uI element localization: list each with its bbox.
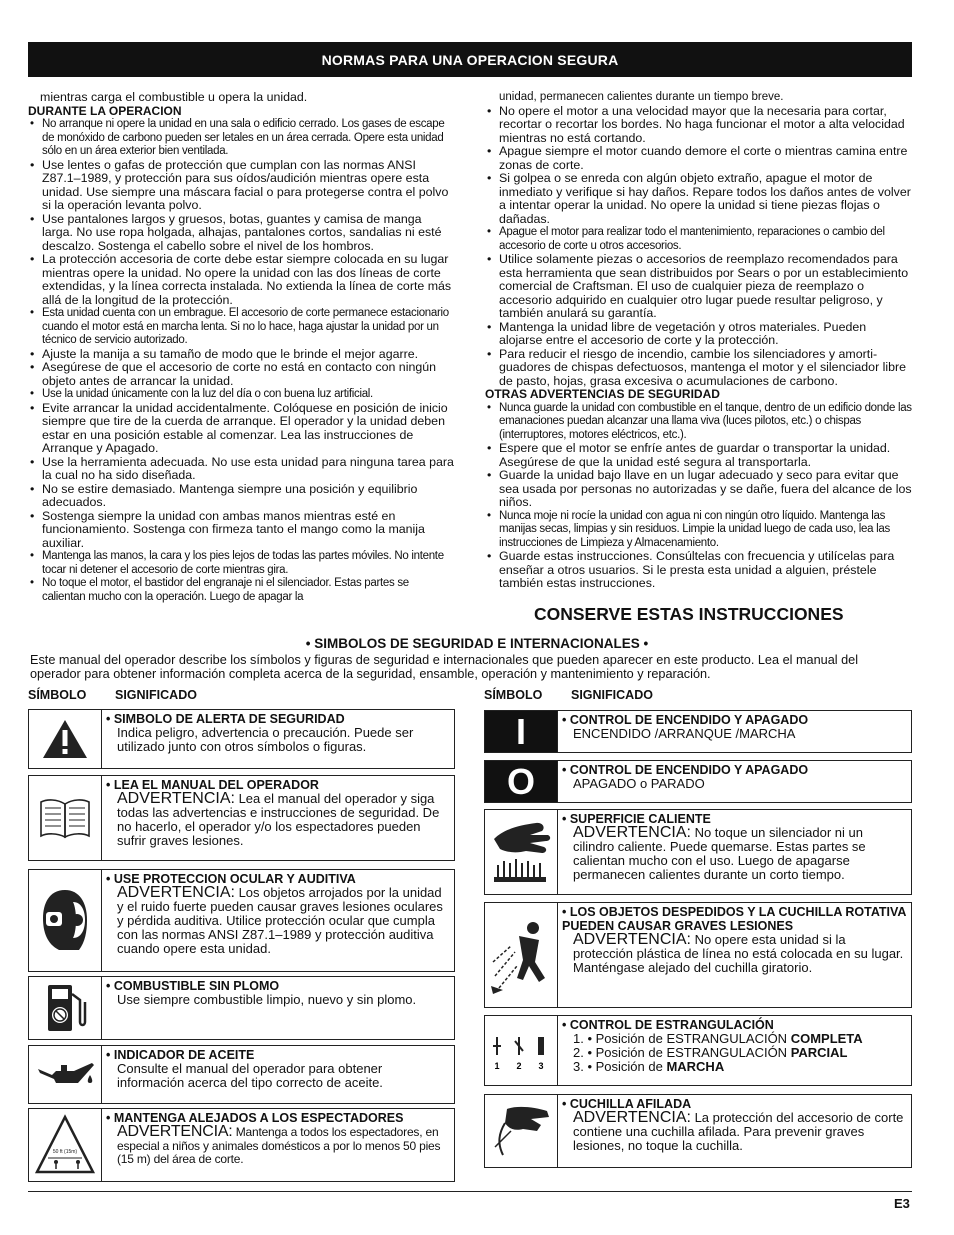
symbol-row	[484, 1094, 912, 1168]
symbol-text: Indica peligro, advertencia o precaución. Puede ser utilizado junto con otros símbolos o figuras.	[117, 725, 414, 754]
symbol-title: • MANTENGA ALEJADOS A LOS ESPECTADORES	[106, 1111, 404, 1125]
page-number: E3	[894, 1196, 910, 1211]
bullet-item: • No opere el motor a una velocidad mayor que la necesaria para cortar, recortar o recortar los bordes. No haga funcionar el motor a alta velocidad mientras no está cortando.	[485, 105, 912, 146]
symbol-row	[28, 869, 455, 972]
eye-ear-protection-icon	[29, 870, 102, 971]
bullet-item: • Guarde la unidad bajo llave en un lugar adecuado y seco para evitar que sea usada por personas no autorizadas y se dañe, fuera del alcance de los niños.	[485, 469, 912, 510]
symbol-text: Mantenga a todos los espectadores, en especial a niños y animales domésticos a por lo menos 50 pies (15 m) del área de corte.	[117, 1125, 441, 1166]
sharp-blade-icon	[485, 1095, 558, 1167]
choke-line: 3. • Posición de	[573, 1059, 667, 1074]
bullet-item: • Si golpea o se enreda con algún objeto extraño, apague el motor de inmediato y verifique si hay daños. Repare todos los daños antes de volver a intentar operar la unidad. No opere la unidad si tiene piezas flojas o dañadas.	[485, 172, 912, 226]
bullet-item: • No se estire demasiado. Mantenga siempre una posición y equilibrio adecuados.	[28, 483, 454, 510]
bullet-item: • La protección accesoria de corte debe estar siempre colocada en su lugar mientras opere la unidad. No opere la unidad con las dos líneas de corte extendidas, y la línea correcta instalada. No extienda la línea de corte más allá de la longitud de la protección.	[28, 253, 454, 307]
warning-label: ADVERTENCIA:	[117, 884, 235, 901]
right-column	[485, 91, 912, 591]
symbol-text: No toque un silenciador ni un cilindro caliente. Puede quemarse. Estas partes se calientan mucho con el uso. Luego de apagarse permanecen calientes durante un corto tiempo.	[573, 825, 866, 882]
warning-label: ADVERTENCIA:	[573, 824, 691, 841]
col-meaning-label: SIGNIFICADO	[571, 688, 653, 702]
bullet-item: • Ajuste la manija a su tamaño de modo que le brinde el mejor agarre.	[28, 348, 454, 362]
symbol-title: • LEA EL MANUAL DEL OPERADOR	[106, 778, 319, 792]
symbol-title: • CONTROL DE ENCENDIDO Y APAGADO	[562, 763, 809, 777]
col-meaning-label: SIGNIFICADO	[115, 688, 197, 702]
bullet-item: • Sostenga siempre la unidad con ambas manos mientras esté en funcionamiento. Sostenga con firmeza tanto el mango como la manija auxiliar.	[28, 510, 454, 551]
footer-rule	[28, 1191, 912, 1192]
power-on-glyph: I	[515, 710, 526, 752]
symbol-title: • CONTROL DE ENCENDIDO Y APAGADO	[562, 713, 809, 727]
bullet-item: • Evite arrancar la unidad accidentalmente. Colóquese en posición de inicio siempre que tire de la cuerda de arranque. El operador y la unidad deben estar en una posición estable al comenzar. Lea las instrucciones de Arranque y Apagado.	[28, 402, 454, 456]
bullet-item: • Para reducir el riesgo de incendio, cambie los silenciadores y amorti-guadores de chispas defectuosos, mantenga el motor y el silenciador libre de pasto, hojas, grasa excesiva o acumulaciones de carbono.	[485, 348, 912, 389]
symbol-text: Lea el manual del operador y siga todas las advertencias e instrucciones de seguridad. De no hacerlo, el operador y/o los espectadores pueden sufrir graves lesiones.	[117, 791, 440, 848]
warning-label: ADVERTENCIA:	[573, 931, 691, 948]
section-header: NORMAS PARA UNA OPERACION SEGURA	[28, 42, 912, 77]
left-column	[28, 91, 454, 604]
bullet-item: • Apague siempre el motor cuando demore el corte o mientras camina entre zonas de corte.	[485, 145, 912, 172]
choke-position: MARCHA	[666, 1059, 725, 1074]
left-list	[28, 118, 454, 604]
choke-label-1: 1	[494, 1060, 500, 1071]
symbol-text: Consulte el manual del operador para obtener información acerca del tipo correcto de aceite.	[117, 1061, 383, 1090]
right-column-header	[484, 688, 653, 702]
right-lead: unidad, permanecen calientes durante un tiempo breve.	[499, 91, 784, 103]
symbol-row	[484, 760, 912, 803]
bullet-item: • Mantenga la unidad libre de vegetación y otros materiales. Pueden alojarse entre el accesorio de corte y la protección.	[485, 321, 912, 348]
symbol-text: ENCENDIDO /ARRANQUE /MARCHA	[573, 726, 796, 741]
bullet-item: • Use pantalones largos y gruesos, botas, guantes y camisa de manga larga. No use ropa holgada, alhajas, pantalones cortos, sandalias ni esté descalzo. Sostenga el cabello sobre el nivel de los hombros.	[28, 213, 454, 254]
bullet-item: • Nunca guarde la unidad con combustible en el tanque, dentro de un edificio donde las emanaciones puedan alcanzar una llama viva (luces pilotos, etc.) o chispas (interruptores, motores eléctricos, etc.).	[485, 402, 912, 443]
bullet-item: • Guarde estas instrucciones. Consúltelas con frecuencia y utilícelas para enseñar a otros usuarios. Si le presta esta unidad a alguien, préstele también estas instrucciones.	[485, 550, 912, 591]
bystanders-icon	[29, 1109, 102, 1181]
symbol-text: Los objetos arrojados por la unidad y el ruido fuerte pueden causar graves lesiones oculares y pérdida auditiva. Utilice protección ocular que cumpla con las normas ANSI Z87.1–1989 y protección auditiva cuando opere esta unidad.	[117, 885, 443, 956]
bullet-item: • Use lentes o gafas de protección que cumplan con las normas ANSI Z87.1–1989, y protección para sus oídos/audición mientras opere esta unidad. Use siempre una máscara facial o para protegerse contra el polvo si la operación levanta polvo.	[28, 159, 454, 213]
bullet-item: • No toque el motor, el bastidor del engranaje ni el silenciador. Estas partes se calientan mucho con la operación. Luego de apagar la	[28, 577, 454, 604]
choke-line: 1. • Posición de ESTRANGULACIÓN	[573, 1031, 791, 1046]
symbol-text: No opere esta unidad si la protección plástica de línea no está colocada en su lugar. Manténgase alejado del cuchilla giratorio.	[573, 932, 904, 975]
bullet-item: • Nunca moje ni rocíe la unidad con agua ni con ningún otro líquido. Mantenga las manijas secas, limpias y sin residuos. Limpie la unidad luego de cada uso, lea las instrucciones de Limpieza y Almacenamiento.	[485, 510, 912, 551]
symbol-row	[484, 809, 912, 895]
bullet-item: • Use la herramienta adecuada. No use esta unidad para ninguna tarea para la cual no ha sido diseñada.	[28, 456, 454, 483]
left-column-header	[28, 688, 197, 702]
bullet-item: • Use la unidad únicamente con la luz del día o con buena luz artificial.	[28, 388, 454, 402]
symbol-row	[28, 775, 455, 861]
manual-book-icon	[29, 776, 102, 860]
bullet-item: • No arranque ni opere la unidad en una sala o edificio cerrado. Los gases de escape de monóxido de carbono pueden ser letales en un área cerrada. Opere esta unidad sólo en un área exterior bien ventilada.	[28, 118, 454, 159]
col-symbol-label: SÍMBOLO	[484, 688, 543, 702]
symbol-text: La protección del accesorio de corte contiene una cuchilla afilada. Para prevenir graves lesiones, no toque la cuchilla.	[573, 1110, 904, 1153]
bullet-item: • Espere que el motor se enfríe antes de guardar o transportar la unidad. Asegúrese de que la unidad esté segura al transportarla.	[485, 442, 912, 469]
choke-position: PARCIAL	[790, 1045, 848, 1060]
right-list	[485, 105, 912, 389]
choke-label-2: 2	[516, 1060, 522, 1071]
symbol-title: • COMBUSTIBLE SIN PLOMO	[106, 979, 280, 993]
symbol-title: • CONTROL DE ESTRANGULACIÓN	[562, 1018, 774, 1032]
symbol-text: Use siempre combustible limpio, nuevo y sin plomo.	[117, 992, 417, 1007]
right-list-2	[485, 402, 912, 591]
left-lead: mientras carga el combustible u opera la unidad.	[40, 90, 308, 104]
symbol-row	[484, 710, 912, 753]
oil-can-icon	[29, 1046, 102, 1103]
power-off-glyph: O	[506, 760, 535, 802]
bullet-item: • Utilice solamente piezas o accesorios de reemplazo recomendados para esta herramienta que sean distribuidos por Sears o por un establecimiento comercial de Craftsman. El uso de cualquier pieza de reemplazo o accesorio adquirido en cualquier otro lugar puede resultar peligroso, y también anulará su garantía.	[485, 253, 912, 321]
hot-surface-icon	[485, 810, 558, 894]
symbol-title: • CUCHILLA AFILADA	[562, 1097, 692, 1111]
right-subhead: OTRAS ADVERTENCIAS DE SEGURIDAD	[485, 387, 720, 401]
warning-label: ADVERTENCIA:	[117, 1123, 233, 1140]
symbol-title: • INDICADOR DE ACEITE	[106, 1048, 255, 1062]
warning-label: ADVERTENCIA:	[117, 790, 235, 807]
fuel-pump-icon	[29, 977, 102, 1039]
symbol-title: • SIMBOLO DE ALERTA DE SEGURIDAD	[106, 712, 345, 726]
col-symbol-label: SÍMBOLO	[28, 688, 87, 702]
symbol-row	[484, 902, 912, 1008]
bullet-item: • Esta unidad cuenta con un embrague. El accesorio de corte permanece estacionario cuando el motor está en marcha lenta. Si no lo hace, haga ajustar la unidad por un técnico de servicio autorizado.	[28, 307, 454, 348]
symbols-intro: Este manual del operador describe los símbolos y figuras de seguridad e internacionales que pueden aparecer en este producto. Lea el manual del operador para obtener información completa acerca de la seguridad, ensamble, operación y mantenimiento y reparación.	[30, 653, 859, 681]
power-off-icon	[485, 761, 558, 802]
choke-control-icon	[485, 1016, 558, 1085]
conserve-heading: CONSERVE ESTAS INSTRUCCIONES	[534, 604, 844, 624]
choke-label-3: 3	[538, 1060, 544, 1071]
symbol-title: • SUPERFICIE CALIENTE	[562, 812, 711, 826]
symbol-text: APAGADO o PARADO	[573, 776, 705, 791]
bullet-item: • Asegúrese de que el accesorio de corte no está en contacto con ningún objeto antes de arrancar la unidad.	[28, 361, 454, 388]
choke-position: COMPLETA	[790, 1031, 863, 1046]
bullet-item: • Mantenga las manos, la cara y los pies lejos de todas las partes móviles. No intente tocar ni detener el accesorio de corte mientras gira.	[28, 550, 454, 577]
warning-label: ADVERTENCIA:	[573, 1109, 691, 1126]
thrown-objects-icon	[485, 903, 558, 1007]
symbol-row	[28, 1108, 455, 1182]
left-subhead: DURANTE LA OPERACION	[28, 103, 182, 118]
bystanders-distance: 50 ft (15m)	[52, 1149, 78, 1155]
symbol-row	[484, 1015, 912, 1086]
symbol-row	[28, 709, 455, 769]
power-on-icon	[485, 711, 558, 752]
symbol-row	[28, 976, 455, 1040]
symbol-title: • USE PROTECCION OCULAR Y AUDITIVA	[106, 872, 356, 886]
symbols-title: • SIMBOLOS DE SEGURIDAD E INTERNACIONALES •	[305, 636, 649, 651]
alert-triangle-icon	[29, 710, 102, 768]
choke-line: 2. • Posición de ESTRANGULACIÓN	[573, 1045, 791, 1060]
symbol-title: • LOS OBJETOS DESPEDIDOS Y LA CUCHILLA ROTATIVA PUEDEN CAUSAR GRAVES LESIONES	[562, 905, 906, 933]
symbol-row	[28, 1045, 455, 1104]
bullet-item: • Apague el motor para realizar todo el mantenimiento, reparaciones o cambio del accesorio de corte u otros accesorios.	[485, 226, 912, 253]
